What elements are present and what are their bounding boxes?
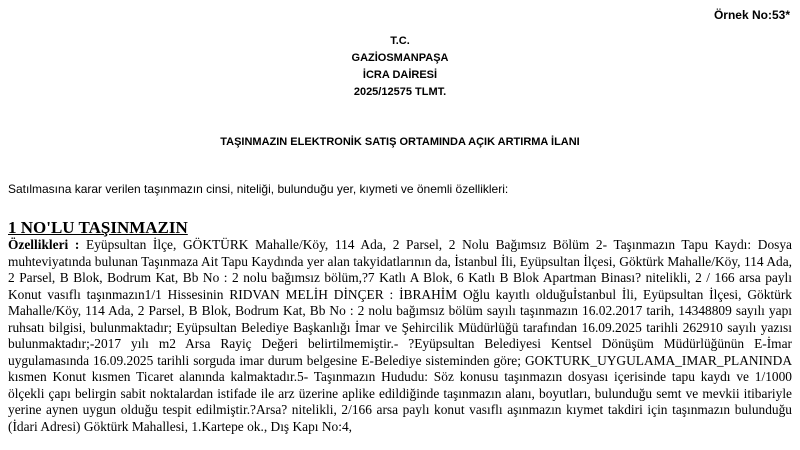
properties-label: Özellikleri : [8, 237, 80, 252]
court-header [0, 33, 800, 101]
section-heading: 1 NO'LU TAŞINMAZIN [8, 218, 188, 237]
document-title: TAŞINMAZIN ELEKTRONİK SATIŞ ORTAMINDA AÇIK ARTIRMA İLANI [220, 136, 580, 148]
intro-text: Satılmasına karar verilen taşınmazın cinsi, niteliği, bulunduğu yer, kıymeti ve önemli özellikleri: [8, 182, 509, 196]
header-line-office: İCRA DAİRESİ [362, 69, 438, 81]
property-description [8, 237, 792, 435]
form-number: Örnek No:53* [713, 8, 790, 22]
header-line-tc: T.C. [390, 35, 410, 47]
header-line-district: GAZİOSMANPAŞA [351, 52, 449, 64]
header-line-file-number: 2025/12575 TLMT. [353, 86, 447, 98]
properties-text: Eyüpsultan İlçe, GÖKTÜRK Mahalle/Köy, 114 Ada, 2 Parsel, 2 Nolu Bağımsız Bölüm 2- Taşınmazın Tapu Kaydı: Dosya muhteviyatında bulunan Taşınmaza Ait Tapu Kaydında yer alan takyidatlarının da, İstanbul İli, Eyüpsultan İlçesi, Göktürk Mahalle/Köy, 114 Ada, 2 Parsel, B Blok, Bodrum Kat, Bb No : 2 nolu bağımsız bölüm,?7 Katlı A Blok, 6 Katlı B Blok Apartman Binası? nitelikli, 2 / 166 arsa paylı Konut vasıflı taşınmazın1/1 Hissesinin RIDVAN MELİH DİNÇER : İBRAHİM Oğlu kayıtlı olduğuİstanbul İli, Eyüpsultan İlçesi, Göktürk Mahalle/Köy, 114 Ada, 2 Parsel, B Blok, Bodrum Kat, Bb No : 2 nolu bağımsız bölüm sayılı taşınmazın 16.02.2017 tarih, 14348809 sayılı yapı ruhsatı bilgisi, bulunmaktadır; Eyüpsultan Belediye Başkanlığı İmar ve Şehircilik Müdürlüğü tarafından 16.09.2025 tarihli 262910 sayılı yazısı bulunmaktadır;-2017 yılı m2 Arsa Rayiç Değeri belirtilmemiştir.- ?Eyüpsultan Belediyesi Kentsel Dönüşüm Müdürlüğünün E-İmar uygulamasında 16.09.2025 tarihli sorguda imar durum belgesine E-Belediye sisteminden göre; GOKTURK_UYGULAMA_IMAR_PLANINDA kısmen Konut kısmen Ticaret alanında kalmaktadır.5- Taşınmazın Hududu: Söz konusu taşınmazın dosyası içerisinde tapu kaydı ve 1/1000 ölçekli çapı belirgin sabit noktalardan istifade ile arz üzerine aplike edildiğinde taşınmazın alanı, boyutları, bulunduğu semt ve mevkii itibariyle yerine aynen uygun olduğu tespit edilmiştir.?Arsa? nitelikli, 2/166 arsa paylı konut vasıflı aşınmazın kıymet takdiri için taşınmazın bulunduğu (İdari Adresi) Göktürk Mahallesi, 1.Kartepe ok., Dış Kapı No:4, [8, 237, 792, 434]
